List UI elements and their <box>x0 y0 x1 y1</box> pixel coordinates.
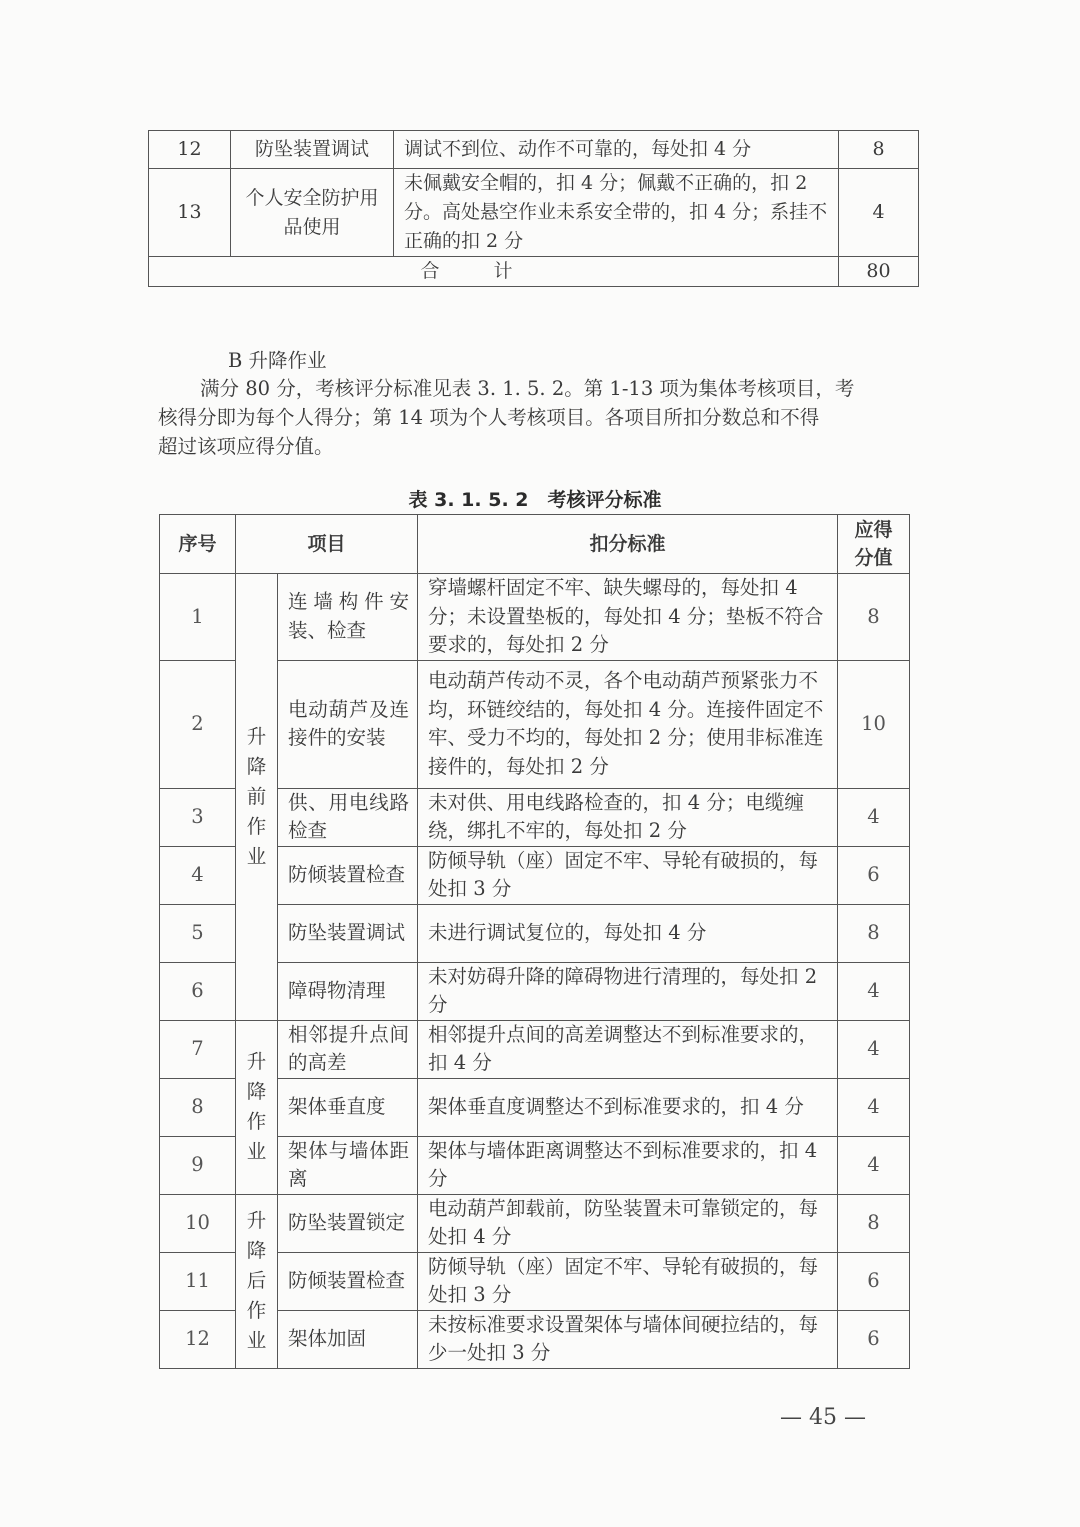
row-item: 防坠装置调试 <box>278 904 418 962</box>
row-number: 4 <box>160 846 236 904</box>
row-number: 9 <box>160 1136 236 1194</box>
row-points: 8 <box>839 131 919 169</box>
row-number: 3 <box>160 788 236 846</box>
section-paragraph-line-1: 满分 80 分，考核评分标准见表 3. 1. 5. 2。第 1-13 项为集体考核项目，考 <box>200 377 855 400</box>
row-points: 6 <box>838 1310 910 1368</box>
row-points: 8 <box>838 574 910 661</box>
header-criteria: 扣分标准 <box>418 515 838 574</box>
section-paragraph-line-2: 核得分即为每个人得分；第 14 项为个人考核项目。各项目所扣分数总和不得 <box>158 406 820 429</box>
table-row <box>149 131 919 169</box>
row-criteria: 未进行调试复位的，每处扣 4 分 <box>418 904 838 962</box>
row-item: 相邻提升点间的高差 <box>278 1020 418 1078</box>
row-item: 障碍物清理 <box>278 962 418 1020</box>
row-criteria: 未对妨碍升降的障碍物进行清理的，每处扣 2 分 <box>418 962 838 1020</box>
row-points: 4 <box>838 1136 910 1194</box>
group-lifting: 升降作业 <box>236 1020 278 1194</box>
table-row <box>160 574 910 661</box>
row-criteria: 电动葫芦卸载前，防坠装置未可靠锁定的，每处扣 4 分 <box>418 1194 838 1252</box>
scoring-table <box>159 514 910 1369</box>
row-criteria: 防倾导轨（座）固定不牢、导轮有破损的，每处扣 3 分 <box>418 1252 838 1310</box>
row-criteria: 相邻提升点间的高差调整达不到标准要求的，扣 4 分 <box>418 1020 838 1078</box>
header-item: 项目 <box>236 515 418 574</box>
row-number: 7 <box>160 1020 236 1078</box>
header-number: 序号 <box>160 515 236 574</box>
row-criteria: 穿墙螺杆固定不牢、缺失螺母的，每处扣 4 分；未设置垫板的，每处扣 4 分；垫板不符合要求的，每处扣 2 分 <box>418 574 838 661</box>
group-post-lift: 升降后作业 <box>236 1194 278 1368</box>
row-criteria: 架体垂直度调整达不到标准要求的，扣 4 分 <box>418 1078 838 1136</box>
row-number: 12 <box>160 1310 236 1368</box>
section-heading: B 升降作业 <box>228 349 327 372</box>
table-row <box>149 169 919 257</box>
row-points: 4 <box>839 169 919 257</box>
row-number: 2 <box>160 660 236 788</box>
row-points: 10 <box>838 660 910 788</box>
row-item: 防坠装置锁定 <box>278 1194 418 1252</box>
row-points: 4 <box>838 788 910 846</box>
row-points: 4 <box>838 1020 910 1078</box>
row-points: 8 <box>838 1194 910 1252</box>
row-criteria: 未佩戴安全帽的，扣 4 分；佩戴不正确的，扣 2 分。高处悬空作业未系安全带的，扣 4 分；系挂不正确的扣 2 分 <box>394 169 839 257</box>
row-number: 8 <box>160 1078 236 1136</box>
row-criteria: 未按标准要求设置架体与墙体间硬拉结的，每少一处扣 3 分 <box>418 1310 838 1368</box>
section-paragraph-line-3: 超过该项应得分值。 <box>158 435 334 458</box>
header-points: 应得分值 <box>838 515 910 574</box>
row-item: 个人安全防护用品使用 <box>231 169 394 257</box>
row-number: 6 <box>160 962 236 1020</box>
row-item: 防倾装置检查 <box>278 846 418 904</box>
row-criteria: 电动葫芦传动不灵，各个电动葫芦预紧张力不均，环链绞结的，每处扣 4 分。连接件固定不牢、受力不均的，每处扣 2 分；使用非标准连接件的，每处扣 2 分 <box>418 660 838 788</box>
row-number: 10 <box>160 1194 236 1252</box>
row-criteria: 调试不到位、动作不可靠的，每处扣 4 分 <box>394 131 839 169</box>
row-points: 6 <box>838 846 910 904</box>
row-item: 供、用电线路检查 <box>278 788 418 846</box>
row-criteria: 防倾导轨（座）固定不牢、导轮有破损的，每处扣 3 分 <box>418 846 838 904</box>
group-pre-lift: 升降前作业 <box>236 574 278 1021</box>
row-points: 8 <box>838 904 910 962</box>
scoring-table-continued <box>148 130 919 287</box>
row-number: 5 <box>160 904 236 962</box>
row-criteria: 未对供、用电线路检查的，扣 4 分；电缆缠绕，绑扎不牢的，每处扣 2 分 <box>418 788 838 846</box>
row-item: 架体与墙体距离 <box>278 1136 418 1194</box>
total-row <box>149 257 919 287</box>
row-points: 4 <box>838 962 910 1020</box>
row-points: 4 <box>838 1078 910 1136</box>
row-number: 1 <box>160 574 236 661</box>
row-item: 连墙构件安装、检查 <box>278 574 418 661</box>
row-number: 13 <box>149 169 231 257</box>
row-item: 防坠装置调试 <box>231 131 394 169</box>
row-points: 6 <box>838 1252 910 1310</box>
row-number: 11 <box>160 1252 236 1310</box>
page-number: — 45 — <box>780 1405 866 1430</box>
row-item: 防倾装置检查 <box>278 1252 418 1310</box>
row-item: 电动葫芦及连接件的安装 <box>278 660 418 788</box>
row-number: 12 <box>149 131 231 169</box>
header-row <box>160 515 910 574</box>
row-item: 架体垂直度 <box>278 1078 418 1136</box>
row-item: 架体加固 <box>278 1310 418 1368</box>
row-criteria: 架体与墙体距离调整达不到标准要求的，扣 4 分 <box>418 1136 838 1194</box>
table-caption: 表 3. 1. 5. 2 考核评分标准 <box>408 489 662 511</box>
table-row <box>160 1194 910 1252</box>
total-points: 80 <box>839 257 919 287</box>
table-row <box>160 1020 910 1078</box>
total-label: 合计 <box>149 257 839 287</box>
